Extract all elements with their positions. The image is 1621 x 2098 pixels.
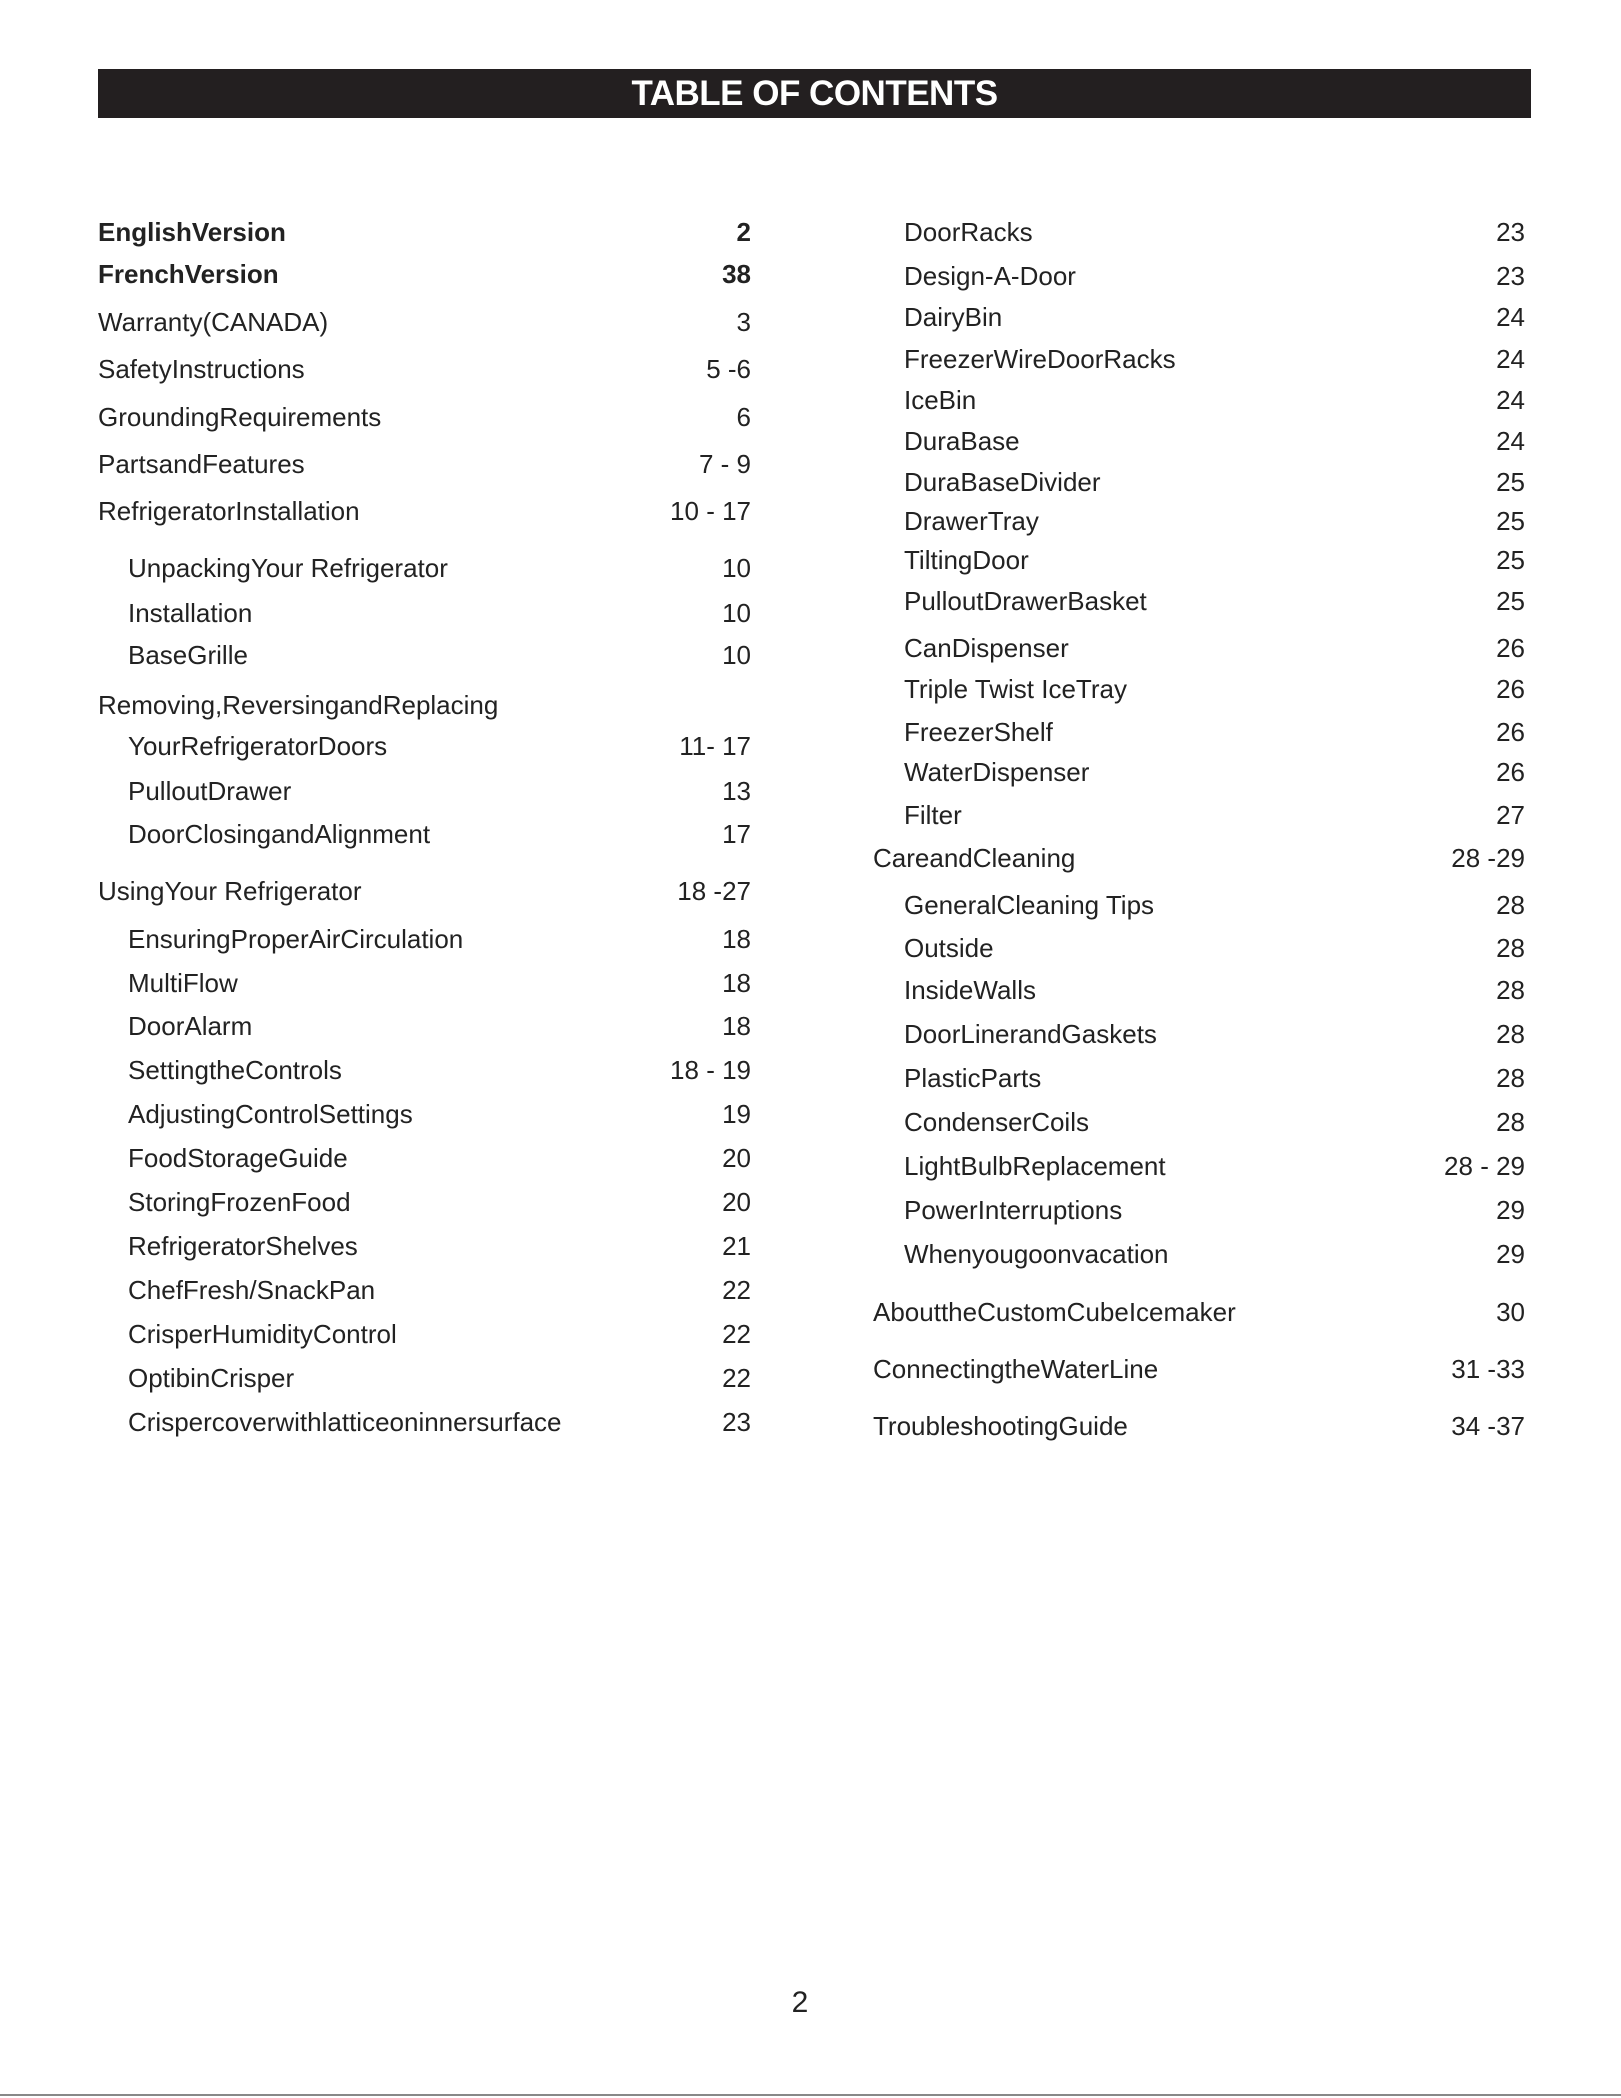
toc-entry-page: 28 — [1496, 975, 1525, 1005]
toc-entry-page: 31 -33 — [1451, 1354, 1525, 1384]
toc-entry — [0, 1297, 1621, 1327]
toc-entry — [0, 975, 1621, 1005]
toc-entry-page: 22 — [722, 1363, 751, 1393]
toc-entry — [0, 344, 1621, 374]
toc-entry — [0, 217, 1621, 247]
toc-entry-label: WaterDispenser — [904, 757, 1090, 787]
toc-entry-page: 25 — [1496, 467, 1525, 497]
toc-entry-page: 18 - 19 — [670, 1055, 751, 1085]
toc-entry-page: 20 — [722, 1187, 751, 1217]
toc-entry-label: Crispercoverwithlatticeoninnersurface — [128, 1407, 562, 1437]
toc-entry — [0, 890, 1621, 920]
toc-entry-label: BaseGrille — [128, 640, 248, 670]
toc-entry-page: 3 — [736, 307, 751, 337]
toc-entry-page: 27 — [1496, 800, 1525, 830]
toc-entry-label: DairyBin — [904, 302, 1003, 332]
toc-entry-label: UsingYour Refrigerator — [98, 876, 362, 906]
toc-entry-label: AbouttheCustomCubeIcemaker — [873, 1297, 1236, 1327]
toc-entry-page: 17 — [722, 819, 751, 849]
toc-entry — [0, 467, 1621, 497]
toc-entry — [0, 674, 1621, 704]
toc-entry-page: 29 — [1496, 1195, 1525, 1225]
toc-entry-label: DoorClosingandAlignment — [128, 819, 431, 849]
toc-entry-page: 28 -29 — [1451, 843, 1525, 873]
toc-entry — [0, 1019, 1621, 1049]
toc-entry-page: 29 — [1496, 1239, 1525, 1269]
toc-entry-page: 28 - 29 — [1444, 1151, 1525, 1181]
toc-entry — [0, 385, 1621, 415]
toc-entry-page: 25 — [1496, 506, 1525, 536]
toc-entry-label: PowerInterruptions — [904, 1195, 1123, 1225]
toc-entry-page: 5 -6 — [706, 354, 751, 384]
toc-entry-page: 18 — [722, 924, 751, 954]
toc-entry-label: DoorRacks — [904, 217, 1033, 247]
toc-entry — [0, 506, 1621, 536]
toc-entry-page: 22 — [722, 1319, 751, 1349]
toc-entry — [0, 1411, 1621, 1441]
toc-entry-page: 28 — [1496, 933, 1525, 963]
toc-entry-page: 23 — [1496, 261, 1525, 291]
toc-entry-label: CanDispenser — [904, 633, 1069, 663]
toc-entry-page: 24 — [1496, 302, 1525, 332]
toc-entry-label: TroubleshootingGuide — [873, 1411, 1128, 1441]
toc-entry-page: 24 — [1496, 426, 1525, 456]
toc-entry-page: 26 — [1496, 717, 1525, 747]
toc-entry-label: Warranty(CANADA) — [98, 307, 329, 337]
toc-entry-page: 10 - 17 — [670, 496, 751, 526]
toc-entry-label: SafetyInstructions — [98, 354, 305, 384]
toc-entry-page: 28 — [1496, 890, 1525, 920]
toc-entry-page: 25 — [1496, 545, 1525, 575]
toc-entry-page: 18 — [722, 968, 751, 998]
toc-entry-label: CrisperHumidityControl — [128, 1319, 397, 1349]
toc-entry-label: ConnectingtheWaterLine — [873, 1354, 1159, 1384]
toc-entry — [0, 800, 1621, 830]
toc-entry — [0, 1239, 1621, 1269]
toc-entry-page: 6 — [736, 402, 751, 432]
toc-entry — [0, 261, 1621, 291]
toc-entry-label: UnpackingYour Refrigerator — [128, 553, 448, 583]
toc-entry-page: 21 — [722, 1231, 751, 1261]
toc-entry-label: CareandCleaning — [873, 843, 1076, 873]
toc-entry-page: 23 — [1496, 217, 1525, 247]
toc-entry-page: 7 - 9 — [698, 449, 751, 479]
toc-entry-label: Filter — [904, 800, 962, 830]
toc-entry-label: DrawerTray — [904, 506, 1039, 536]
toc-entry-page: 19 — [722, 1099, 751, 1129]
toc-entry-page: 20 — [722, 1143, 751, 1173]
toc-entry-page: 22 — [722, 1275, 751, 1305]
toc-entry-label: YourRefrigeratorDoors — [128, 731, 388, 761]
toc-entry-label: PartsandFeatures — [98, 449, 305, 479]
toc-entry-page: 24 — [1496, 344, 1525, 374]
toc-entry-label: FrenchVersion — [98, 259, 279, 289]
toc-entry-page: 10 — [722, 598, 751, 628]
toc-entry — [0, 1195, 1621, 1225]
toc-entry-page: 25 — [1496, 586, 1525, 616]
page-number: 2 — [791, 1986, 809, 2019]
toc-entry-page: 24 — [1496, 385, 1525, 415]
toc-entry-label: DuraBaseDivider — [904, 467, 1101, 497]
toc-entry-label: FreezerShelf — [904, 717, 1053, 747]
toc-entry-label: TiltingDoor — [904, 545, 1029, 575]
toc-entry-label: MultiFlow — [128, 968, 238, 998]
toc-entry-label: InsideWalls — [904, 975, 1036, 1005]
toc-entry — [0, 1063, 1621, 1093]
page-bottom-rule — [0, 2094, 1621, 2096]
toc-entry-label: SettingtheControls — [128, 1055, 342, 1085]
toc-entry-page: 10 — [722, 640, 751, 670]
toc-entry — [0, 933, 1621, 963]
toc-entry-label: RefrigeratorInstallation — [98, 496, 360, 526]
toc-entry-label: Design-A-Door — [904, 261, 1076, 291]
toc-entry-page: 18 — [722, 1011, 751, 1041]
toc-entry-label: Whenyougoonvacation — [904, 1239, 1169, 1269]
toc-entry-label: IceBin — [904, 385, 977, 415]
toc-entry-label: PlasticParts — [904, 1063, 1042, 1093]
toc-entry-label: CondenserCoils — [904, 1107, 1089, 1137]
toc-entry-page: 26 — [1496, 757, 1525, 787]
toc-entry-page: 11- 17 — [679, 731, 751, 761]
toc-entry-label: LightBulbReplacement — [904, 1151, 1166, 1181]
toc-entry-page: 28 — [1496, 1063, 1525, 1093]
toc-entry-label: GroundingRequirements — [98, 402, 382, 432]
toc-entry-label: EnsuringProperAirCirculation — [128, 924, 464, 954]
toc-entry-page: 10 — [722, 553, 751, 583]
toc-entry — [0, 586, 1621, 616]
toc-entry-page: 34 -37 — [1451, 1411, 1525, 1441]
toc-entry-page: 30 — [1496, 1297, 1525, 1327]
toc-entry — [0, 1354, 1621, 1384]
toc-entry — [0, 633, 1621, 663]
toc-entry-label: AdjustingControlSettings — [128, 1099, 413, 1129]
toc-entry-label: GeneralCleaning Tips — [904, 890, 1155, 920]
toc-entry-page: 2 — [736, 217, 751, 247]
toc-entry-label: OptibinCrisper — [128, 1363, 295, 1393]
toc-entry-label: Removing,ReversingandReplacing — [98, 690, 499, 720]
toc-entry — [0, 302, 1621, 332]
toc-entry — [0, 426, 1621, 456]
toc-entry-page: 28 — [1496, 1107, 1525, 1137]
toc-entry-page: 18 -27 — [677, 876, 751, 906]
toc-entry-label: EnglishVersion — [98, 217, 286, 247]
toc-entry-label: RefrigeratorShelves — [128, 1231, 358, 1261]
toc-entry-page: 28 — [1496, 1019, 1525, 1049]
toc-entry-page: 13 — [722, 776, 751, 806]
toc-entry-label: PulloutDrawerBasket — [904, 586, 1147, 616]
toc-entry-label: DoorLinerandGaskets — [904, 1019, 1157, 1049]
toc-entry — [0, 843, 1621, 873]
toc-entry — [0, 545, 1621, 575]
toc-entry-label: FreezerWireDoorRacks — [904, 344, 1176, 374]
toc-entry-page: 26 — [1496, 674, 1525, 704]
toc-entry-label: DoorAlarm — [128, 1011, 253, 1041]
toc-entry-label: Installation — [128, 598, 253, 628]
table-of-contents-title: TABLE OF CONTENTS — [98, 69, 1531, 118]
toc-entry-label: StoringFrozenFood — [128, 1187, 351, 1217]
toc-entry-label: ChefFresh/SnackPan — [128, 1275, 376, 1305]
toc-entry — [0, 717, 1621, 747]
toc-entry-page: 23 — [722, 1407, 751, 1437]
toc-entry-page: 26 — [1496, 633, 1525, 663]
toc-entry-label: DuraBase — [904, 426, 1020, 456]
toc-entry-label: FoodStorageGuide — [128, 1143, 348, 1173]
toc-entry-label: Outside — [904, 933, 994, 963]
toc-entry — [0, 1151, 1621, 1181]
toc-entry-label: Triple Twist IceTray — [904, 674, 1127, 704]
toc-entry — [0, 757, 1621, 787]
toc-entry-page: 38 — [722, 259, 751, 289]
toc-entry-label: PulloutDrawer — [128, 776, 292, 806]
toc-entry — [0, 1107, 1621, 1137]
